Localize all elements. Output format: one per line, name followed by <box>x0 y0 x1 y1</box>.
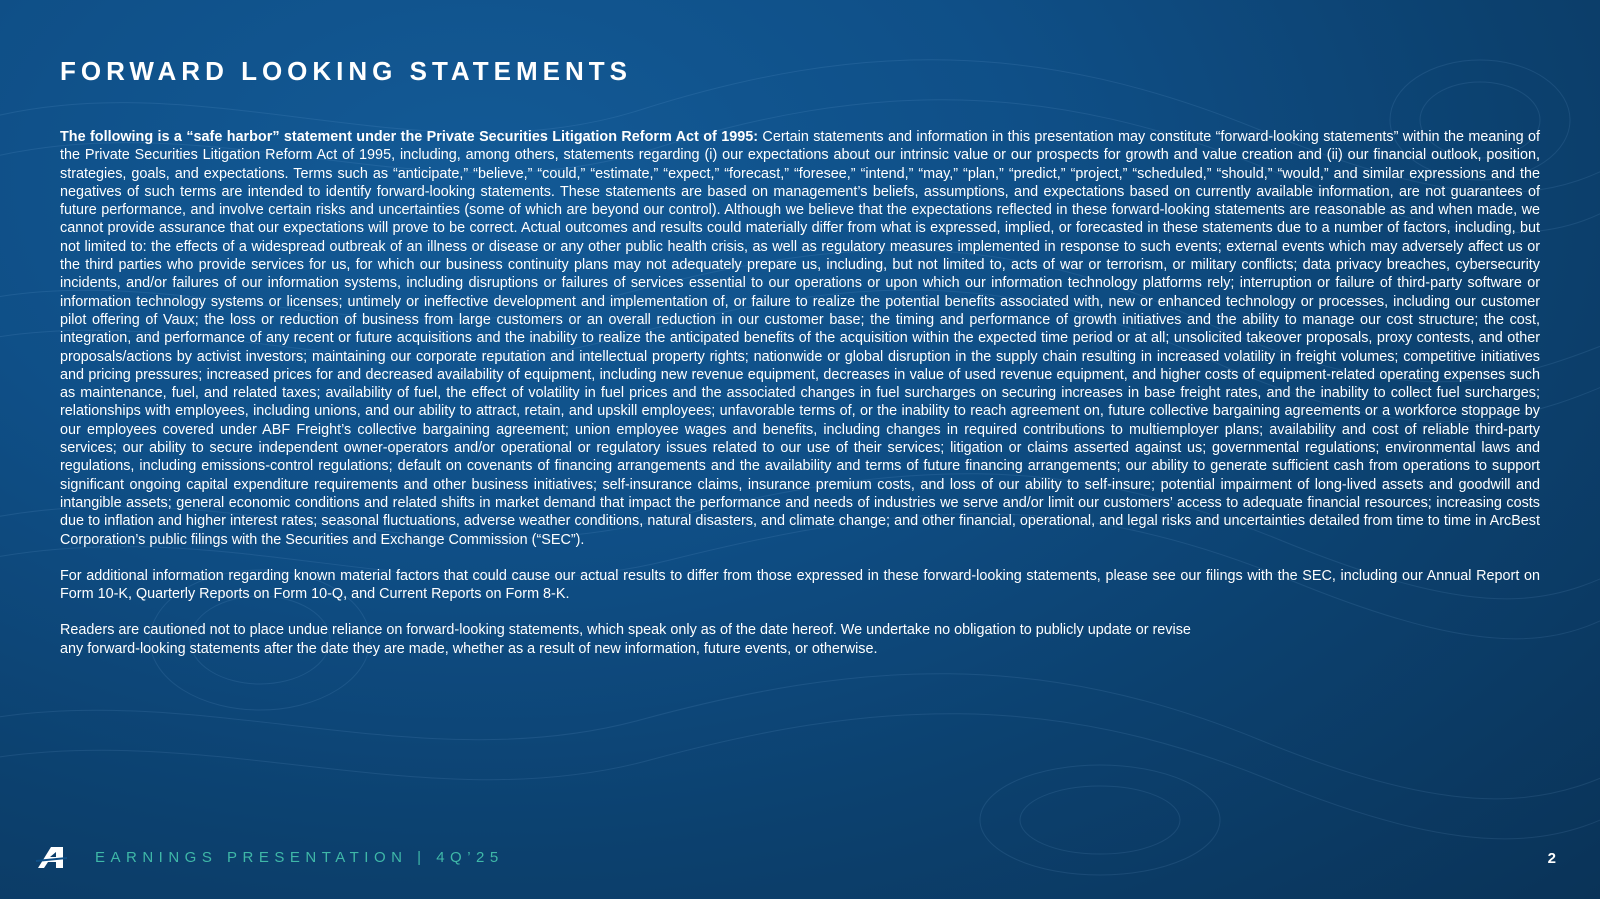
page-number: 2 <box>1547 850 1556 867</box>
caution-paragraph <box>60 621 1540 658</box>
caution-line-1: Readers are cautioned not to place undue reliance on forward-looking statements, which speak only as of the date hereof. We undertake no obligation to publicly update or revise <box>60 622 1191 639</box>
statement-body <box>60 128 1540 676</box>
additional-information-paragraph: For additional information regarding known material factors that could cause our actual results to differ from those expressed in these forward-looking statements, please see our filings with the SEC, including our Annual Report on Form 10-K, Quarterly Reports on Form 10-Q, and Current Reports on Form 8-K. <box>60 567 1540 603</box>
safe-harbor-paragraph <box>60 128 1540 549</box>
footer-presentation-label: EARNINGS PRESENTATION | 4Q’25 <box>95 849 504 866</box>
safe-harbor-text: Certain statements and information in this presentation may constitute “forward-looking statements” within the meaning of the Private Securities Litigation Reform Act of 1995, including, among others, statements regarding (i) our expectations about our intrinsic value or our prospects for growth and value creation and (ii) our financial outlook, position, strategies, goals, and expectations. Terms such as “anticipate,” “believe,” “could,” “estimate,” “expect,” “forecast,” “foresee,” “intend,” “may,” “plan,” “predict,” “project,” “scheduled,” “should,” “would,” and similar expressions and the negatives of such terms are intended to identify forward-looking statements. These statements are based on management’s beliefs, assumptions, and expectations based on currently available information, are not guarantees of future performance, and involve certain risks and uncertainties (some of which are beyond our control). Although we believe that the expectations reflected in these forward-looking statements are reasonable as and when made, we cannot provide assurance that our expectations will prove to be correct. Actual outcomes and results could materially differ from what is expressed, implied, or forecasted in these statements due to a number of factors, including, but not limited to: the effects of a widespread outbreak of an illness or disease or any other public health crisis, as well as regulatory measures implemented in response to such events; external events which may adversely affect us or the third parties who provide services for us, for which our business continuity plans may not adequately prepare us, including, but not limited to, acts of war or terrorism, or military conflicts; data privacy breaches, cybersecurity incidents, and/or failures of our information systems, including disruptions or failures of services essential to our operations or upon which our information technology platforms rely; interruption or failure of third-party software or information technology systems or licenses; untimely or ineffective development and implementation of, or failure to realize the potential benefits associated with, new or enhanced technology or processes, including our customer pilot offering of Vaux; the loss or reduction of business from large customers or an overall reduction in our customer base; the timing and performance of growth initiatives and the ability to manage our cost structure; the cost, integration, and performance of any recent or future acquisitions and the inability to realize the anticipated benefits of the acquisition within the expected time period or at all; unsolicited takeover proposals, proxy contests, and other proposals/actions by activist investors; maintaining our corporate reputation and intellectual property rights; nationwide or global disruption in the supply chain resulting in increased volatility in freight volumes; competitive initiatives and pricing pressures; increased prices for and decreased availability of equipment, including new revenue equipment, decreases in value of used revenue equipment, and higher costs of equipment-related operating expenses such as maintenance, fuel, and related taxes; availability of fuel, the effect of volatility in fuel prices and the associated changes in fuel surcharges on securing increases in base freight rates, and the inability to collect fuel surcharges; relationships with employees, including unions, and our ability to attract, retain, and upskill employees; unfavorable terms of, or the inability to reach agreement on, future collective bargaining agreements or a workforce stoppage by our employees covered under ABF Freight’s collective bargaining agreement; union employee wages and benefits, including changes in required contributions to multiemployer plans; availability and cost of reliable third-party services; our ability to secure independent owner-operators and/or operational or regulatory issues related to our use of their services; litigation or claims asserted against us; governmental regulations; environmental laws and regulations, including emissions-control regulations; default on covenants of financing arrangements and the availability and terms of future financing arrangements; our ability to generate sufficient cash from operations to support significant ongoing capital expenditure requirements and other business initiatives; self-insurance claims, insurance premium costs, and loss of our ability to self-insure; potential impairment of long-lived assets and goodwill and intangible assets; general economic conditions and related shifts in market demand that impact the performance and needs of industries we serve and/or limit our customers’ access to adequate financial resources; increasing costs due to inflation and higher interest rates; seasonal fluctuations, adverse weather conditions, natural disasters, and climate change; and other financial, operational, and legal risks and uncertainties detailed from time to time in ArcBest Corporation’s public filings with the Securities and Exchange Commission (“SEC”). <box>60 129 1540 548</box>
slide-title: FORWARD LOOKING STATEMENTS <box>60 56 632 86</box>
arcbest-logo-icon <box>36 845 68 869</box>
safe-harbor-lead: The following is a “safe harbor” statement under the Private Securities Litigation Reform Act of 1995: <box>60 129 759 145</box>
caution-line-2: any forward-looking statements after the date they are made, whether as a result of new information, future events, or otherwise. <box>60 640 878 657</box>
